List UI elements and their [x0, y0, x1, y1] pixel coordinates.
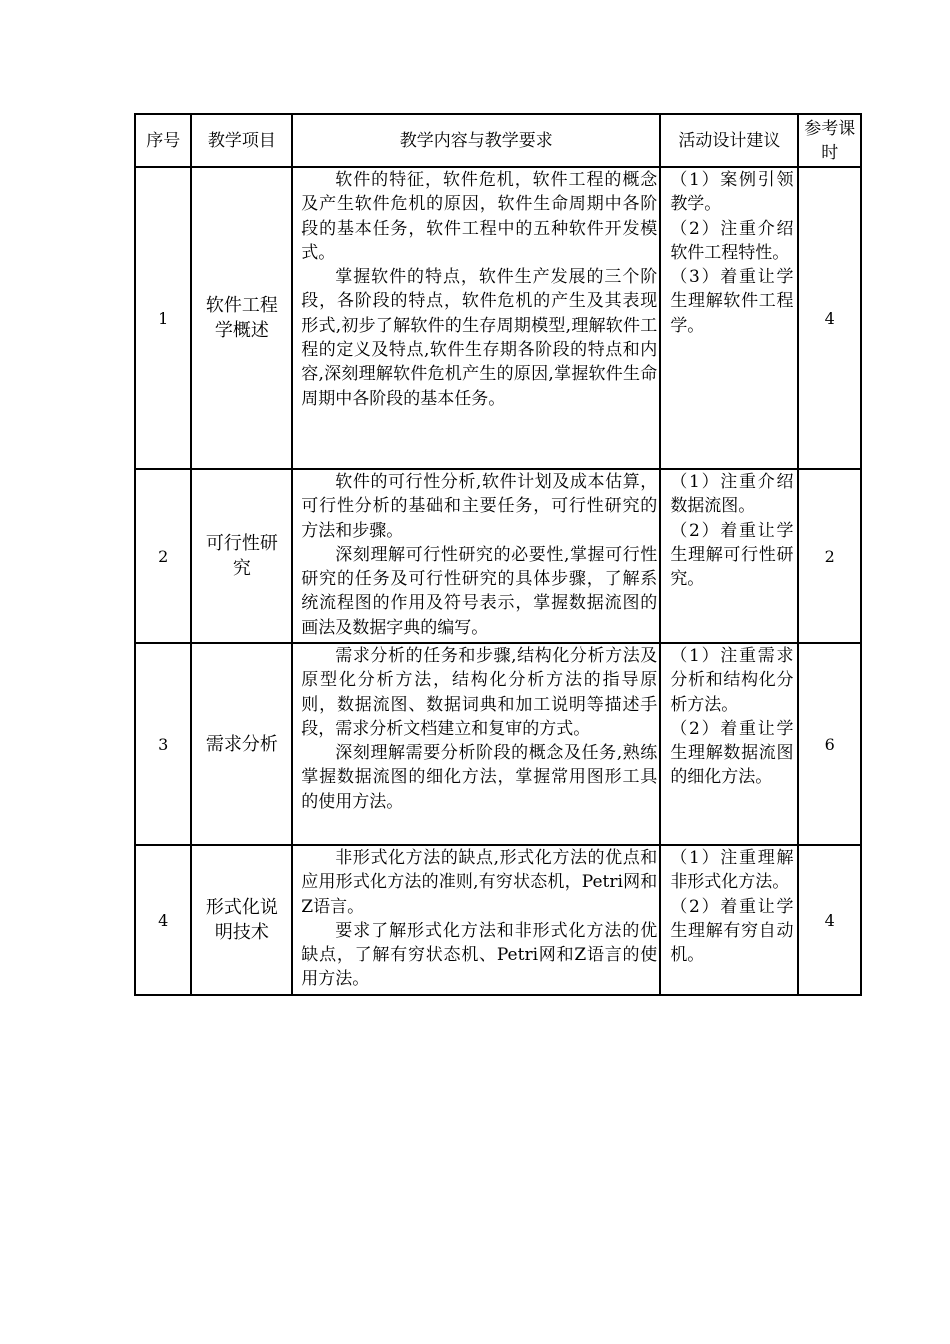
row-content — [292, 845, 660, 995]
content-paragraph: 深刻理解需要分析阶段的概念及任务,熟练掌握数据流图的细化方法，掌握常用图形工具的使用方法。 — [301, 743, 658, 812]
table-row — [135, 167, 861, 469]
table-row — [135, 469, 861, 643]
activity-item: （3）着重让学生理解软件工程学。 — [670, 267, 794, 336]
row-item: 软件工程学概述 — [191, 167, 292, 469]
activity-item: （2）注重介绍软件工程特性。 — [670, 218, 794, 263]
row-item: 可行性研究 — [191, 469, 292, 643]
table-row — [135, 845, 861, 995]
content-paragraph: 深刻理解可行性研究的必要性,掌握可行性研究的任务及可行性研究的具体步骤，了解系统流程图的作用及符号表示，掌握数据流图的画法及数据字典的编写。 — [301, 544, 658, 638]
header-index: 序号 — [135, 114, 191, 167]
content-paragraph: 软件的特征，软件危机，软件工程的概念及产生软件危机的原因，软件生命周期中各阶段的基本任务，软件工程中的五种软件开发模式。 — [301, 170, 658, 263]
row-hours: 4 — [798, 845, 861, 995]
header-activity: 活动设计建议 — [660, 114, 798, 167]
activity-item: （1）注重需求分析和结构化分析方法。 — [670, 646, 794, 715]
row-activity — [660, 643, 798, 845]
row-index: 1 — [135, 167, 191, 469]
content-paragraph: 非形式化方法的缺点,形式化方法的优点和应用形式化方法的准则,有穷状态机，Petri网和Z语言。 — [301, 848, 658, 917]
activity-item: （1）案例引领教学。 — [670, 170, 794, 215]
activity-item: （2）着重让学生理解可行性研究。 — [670, 520, 794, 590]
activity-item: （2）着重让学生理解有穷自动机。 — [670, 896, 794, 966]
content-paragraph: 软件的可行性分析,软件计划及成本估算，可行性分析的基础和主要任务，可行性研究的方法和步骤。 — [301, 472, 658, 541]
table-header-row — [135, 114, 861, 167]
row-hours: 2 — [798, 469, 861, 643]
row-item: 形式化说明技术 — [191, 845, 292, 995]
activity-item: （2）着重让学生理解数据流图的细化方法。 — [670, 718, 794, 788]
content-paragraph: 要求了解形式化方法和非形式化方法的优缺点，了解有穷状态机、Petri网和Z语言的使用方法。 — [301, 920, 658, 990]
row-index: 2 — [135, 469, 191, 643]
row-content — [292, 167, 660, 469]
row-item: 需求分析 — [191, 643, 292, 845]
row-index: 3 — [135, 643, 191, 845]
content-paragraph: 需求分析的任务和步骤,结构化分析方法及原型化分析方法，结构化分析方法的指导原则，数据流图、数据词典和加工说明等描述手段，需求分析文档建立和复审的方式。 — [301, 646, 658, 739]
row-activity — [660, 845, 798, 995]
row-hours: 4 — [798, 167, 861, 469]
header-item: 教学项目 — [191, 114, 292, 167]
activity-item: （1）注重介绍数据流图。 — [670, 472, 794, 517]
header-content: 教学内容与教学要求 — [292, 114, 660, 167]
activity-item: （1）注重理解非形式化方法。 — [670, 848, 794, 893]
header-hours: 参考课时 — [798, 114, 861, 167]
row-activity — [660, 167, 798, 469]
content-paragraph: 掌握软件的特点，软件生产发展的三个阶段，各阶段的特点，软件危机的产生及其表现形式,初步了解软件的生存周期模型,理解软件工程的定义及特点,软件生存期各阶段的特点和内容,深刻理解软件危机产生的原因,掌握软件生命周期中各阶段的基本任务。 — [301, 267, 658, 409]
row-index: 4 — [135, 845, 191, 995]
row-activity — [660, 469, 798, 643]
row-content — [292, 643, 660, 845]
row-hours: 6 — [798, 643, 861, 845]
row-content — [292, 469, 660, 643]
table-row — [135, 643, 861, 845]
course-plan-table — [134, 113, 862, 996]
